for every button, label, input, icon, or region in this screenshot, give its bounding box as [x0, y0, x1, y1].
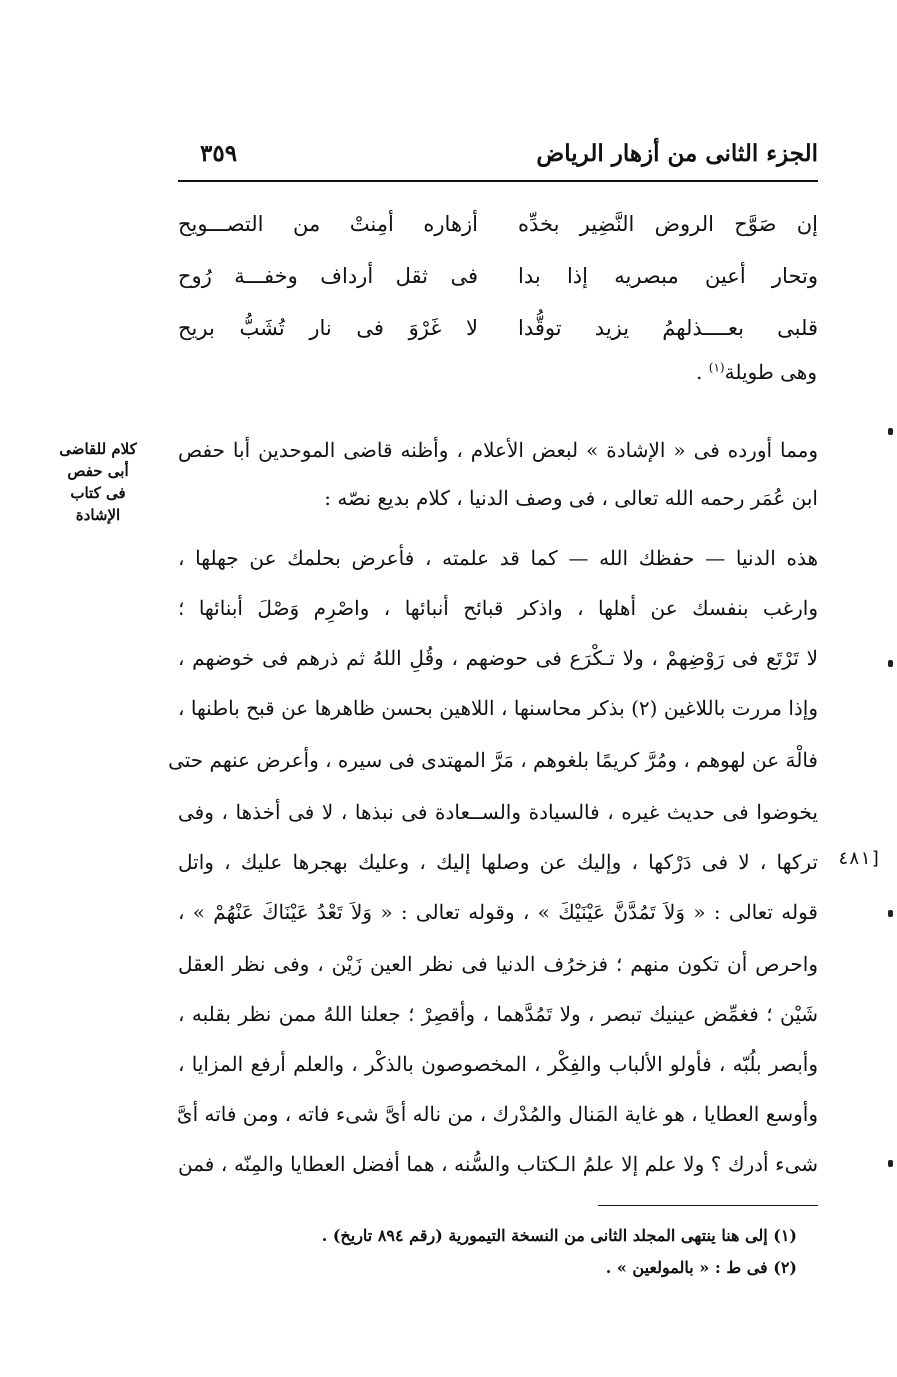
scan-speck	[888, 660, 893, 667]
verse-line	[178, 256, 818, 304]
prose-line: وأوسع العطايا ، هو غاية المَنال والمُدْرك ، من ناله أىَّ شىء فاته ، ومن فاته أىَّ	[176, 1102, 818, 1126]
prose-line: وأبصر بلُبّه ، فأولو الألباب والفِكْر ، المخصوصون بالذكْر ، والعلم أرفع المزايا ،	[178, 1052, 818, 1076]
hemistich-second: أزهاره أمِنتْ من التصـــويح	[178, 212, 478, 236]
manuscript-folio-ref: [٤٨١	[838, 848, 882, 869]
footnote-rule	[598, 1205, 818, 1206]
hemistich-second: لا غَرْوَ فى نار تُشَبُّ بريح	[178, 316, 478, 340]
scan-speck	[888, 428, 893, 435]
prose-line: وإذا مررت باللاغين (٢) بذكر محاسنها ، اللاهين بحسن ظاهرها عن قبح باطنها ،	[178, 696, 818, 720]
hemistich-first: إن صَوَّح الروض النَّضِير بخدِّه	[518, 212, 818, 236]
prose-line: قوله تعالى : « وَلاَ تَمُدَّنَّ عَيْنَيْكَ » ، وقوله تعالى : « وَلاَ تَعْدُ عَيْنَاكَ عَنْهُمْ » ،	[178, 900, 818, 924]
prose-line: وارغب بنفسك عن أهلها ، واذكر قبائح أنبائها ، واصْرِم وَصْلَ أبنائها ؛	[178, 596, 818, 620]
verse-line	[178, 308, 818, 356]
poem-note-text: وهى طويلة	[724, 360, 817, 384]
page-number: ٣٥٩	[200, 140, 238, 167]
hemistich-second: فى ثقل أرداف وخفـــة رُوح	[178, 264, 478, 288]
verse-line	[178, 204, 818, 252]
poem-note-tail: .	[696, 360, 709, 384]
prose-line: ابن عُمَر رحمه الله تعالى ، فى وصف الدنيا ، كلام بديع نصّه :	[324, 486, 818, 510]
poem-note	[696, 360, 817, 384]
prose-line: فالْهَ عن لهوهم ، ومُرَّ كريمًا بلغوهم ، مَرَّ المهتدى فى سيره ، وأعرض عنهم حتى	[168, 748, 818, 772]
hemistich-first: وتحار أعين مبصريه إذا بدا	[518, 264, 818, 288]
hemistich-first: قلبى بعــــذلهمُ يزيد توقُّدا	[518, 316, 818, 340]
scan-speck	[888, 910, 893, 917]
prose-line: تركها ، لا فى دَرْكها ، وإليك عن وصلها إليك ، وعليك بهجرها عليك ، واتل	[178, 850, 818, 874]
page-header	[178, 138, 818, 178]
prose-line: هذه الدنيا — حفظك الله — كما قد علمته ، فأعرض بحلمك عن جهلها ،	[178, 546, 818, 570]
prose-line: ومما أورده فى « الإشادة » لبعض الأعلام ، وأظنه قاضى الموحدين أبا حفص	[178, 438, 819, 462]
margin-note-line: فى كتاب	[70, 484, 126, 502]
header-rule	[178, 180, 818, 182]
footnote: (٢) فى ط : « بالمولعين » .	[605, 1258, 797, 1277]
scan-speck	[888, 1160, 893, 1167]
footnote: (١) إلى هنا ينتهى المجلد الثانى من النسخة التيمورية (رقم ٨٩٤ تاريخ) .	[321, 1226, 797, 1245]
prose-line: لا تَرْتَع فى رَوْضِهمْ ، ولا تـكْرَع فى حوضهم ، وقُلِ اللهُ ثم ذرهم فى خوضهم ،	[178, 646, 818, 670]
margin-note-line: أبى حفص	[67, 462, 129, 480]
margin-note-line: كلام للقاضى	[59, 440, 137, 458]
prose-line: يخوضوا فى حديث غيره ، فالسيادة والســعادة فى نبذها ، لا فى أخذها ، وفى	[178, 800, 818, 824]
margin-note	[48, 438, 148, 526]
running-title: الجزء الثانى من أزهار الرياض	[536, 140, 818, 167]
margin-note-line: الإشادة	[75, 506, 121, 524]
prose-line: واحرص أن تكون منهم ؛ فزخرُف الدنيا فى نظر العين زَيْن ، وفى نظر العقل	[178, 952, 818, 976]
prose-line: شىء أدرك ؟ ولا علم إلا علمُ الـكتاب والسُّنه ، هما أفضل العطايا والمِنّه ، فمن	[178, 1152, 818, 1176]
footnote-ref: (١)	[708, 360, 725, 375]
prose-line: شَيْن ؛ فغمِّض عينيك تبصر ، ولا تَمُدَّهما ، وأقصِرْ ؛ جعلنا اللهُ ممن نظر بقلبه ،	[178, 1002, 818, 1026]
